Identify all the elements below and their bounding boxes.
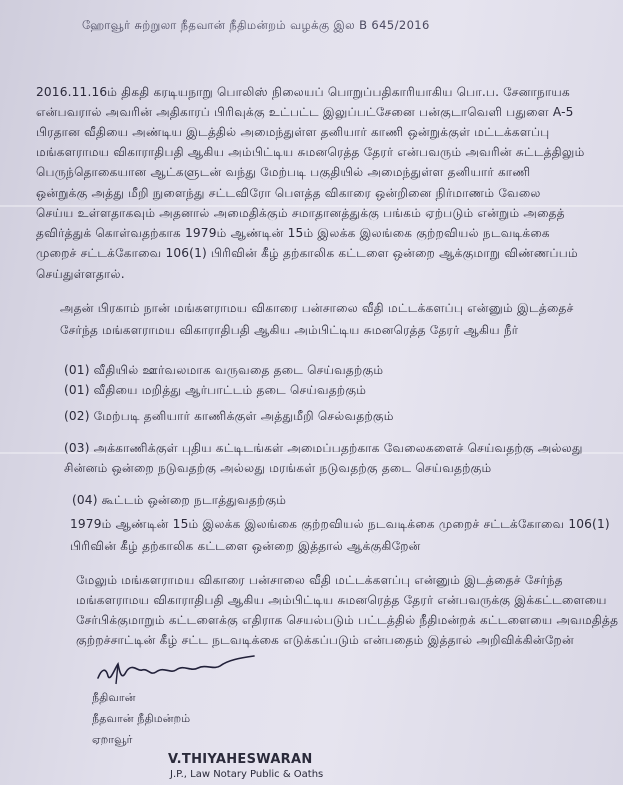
para4-line: மேலும் மங்களராமய விகாரை பன்சாலை வீதி மட்டக்களப்பு என்னும் இடத்தைச் சேர்ந்த xyxy=(76,573,563,587)
footer-court: நீதவான் நீதிமன்றம் xyxy=(92,712,191,725)
para1-line: ஒன்றுக்கு அத்து மீறி நுளைந்து சட்டவிரோ பௌத்த விகாரை ஒன்றினை நிர்மாணம் வேலை xyxy=(36,186,541,200)
para1-line: 2016.11.16ம் திகதி கரடியநாறு பொலிஸ் நிலையப் பொறுப்பதிகாரியாகிய பொ.ப. சேனாநாயக xyxy=(36,85,570,99)
order-item: (01) வீதியில் ஊர்வலமாக வருவதை தடை செய்வதற்கும் xyxy=(64,363,384,377)
order-item: சின்னம் ஒன்றை நடுவதற்கு அல்லது மரங்கள் நடுவதற்கு தடை செய்வதற்கும் xyxy=(64,461,492,475)
para1-line: முறைச் சட்டக்கோவை 106(1) பிரிவின் கீழ் தற்காலிக கட்டளை ஒன்றை ஆக்குமாறு விண்ணப்பம் xyxy=(36,246,578,260)
stamp-name: V.THIYAHESWARAN xyxy=(168,752,313,767)
para1-line: பிரதான வீதியை அண்டிய இடத்தில் அமைந்துள்ள தனியார் காணி ஒன்றுக்குள் மட்டக்களப்பு xyxy=(36,125,550,139)
para3-line: பிரிவின் கீழ் தற்காலிக கட்டளை ஒன்றை இத்தால் ஆக்குகிறேன் xyxy=(70,539,421,553)
footer-title: நீதிவான் xyxy=(92,691,136,704)
order-item: (01) வீதியை மறித்து ஆர்பாட்டம் தடை செய்வதற்கும் xyxy=(64,383,367,397)
case-header: ஹோவூர் சுற்றுலா நீதவான் நீதிமன்றம் வழக்கு இல B 645/2016 xyxy=(82,18,430,32)
footer-place: ஏறாவூர் xyxy=(92,733,133,746)
order-item: (02) மேற்படி தனியார் காணிக்குள் அத்துமீறி செல்வதற்கும் xyxy=(64,409,394,423)
stamp-subtitle: J.P., Law Notary Public & Oaths xyxy=(170,769,324,780)
para1-line: என்பவரால் அவரின் அதிகாரப் பிரிவுக்கு உட்பட்ட இலுப்பட்சேனை பன்குடாவெளி பதுளை A-5 xyxy=(36,105,574,119)
para2-line: அதன் பிரகாம் நான் மங்களராமய விகாரை பன்சாலை வீதி மட்டக்களப்பு என்னும் இடத்தைச் xyxy=(60,301,574,315)
para4-line: மங்களராமய விகாராதிபதி ஆகிய அம்பிட்டிய சுமனரெத்த தேரர் என்பவருக்கு இக்கட்டளையை xyxy=(76,593,607,607)
order-item: (04) கூட்டம் ஒன்றை நடாத்துவதற்கும் xyxy=(72,493,287,507)
para1-line: தவிர்த்துக் கொள்வதற்காக 1979ம் ஆண்டின் 15ம் இலக்க இலங்கை குற்றவியல் நடவடிக்கை xyxy=(36,226,550,240)
para1-line: மங்களராமய விகாராதிபதி ஆகிய அம்பிட்டிய சுமனரெத்த தேரர் என்பவரும் அவரின் சுட்டத்திலும் xyxy=(36,145,585,159)
para1-line: செய்துள்ளதால். xyxy=(36,267,125,281)
para1-line: பெருந்தொகையான ஆட்களுடன் வந்து மேற்படி பகுதியில் அமைந்துள்ள தனியார் காணி xyxy=(36,165,531,179)
para3-line: 1979ம் ஆண்டின் 15ம் இலக்க இலங்கை குற்றவியல் நடவடிக்கை முறைச் சட்டக்கோவை 106(1) xyxy=(70,517,610,531)
order-item: (03) அக்காணிக்குள் புதிய கட்டிடங்கள் அமைப்பதற்காக வேலைகளைச் செய்வதற்கு அல்லது xyxy=(64,441,583,455)
para1-line: செய்ய உள்ளதாகவும் அதனால் அமைதிக்கும் சமாதானத்துக்கு பங்கம் ஏற்படும் என்றும் அதைத் xyxy=(36,206,565,220)
para4-line: சேர்பிக்குமாறும் கட்டளைக்கு எதிராக செயல்படும் பட்டத்தில் நீதிமன்றக் கட்டளையை அவமதித்த xyxy=(76,613,619,627)
judge-signature xyxy=(94,650,264,690)
para2-line: சேர்ந்த மங்களராமய விகாராதிபதி ஆகிய அம்பிட்டிய சுமனரெத்த தேரர் ஆகிய நீர் xyxy=(60,323,519,337)
para4-line: குற்றச்சாட்டின் கீழ் சட்ட நடவடிக்கை எடுக்கப்படும் என்பதைம் இத்தால் அறிவிக்கின்றேன் xyxy=(76,633,574,647)
